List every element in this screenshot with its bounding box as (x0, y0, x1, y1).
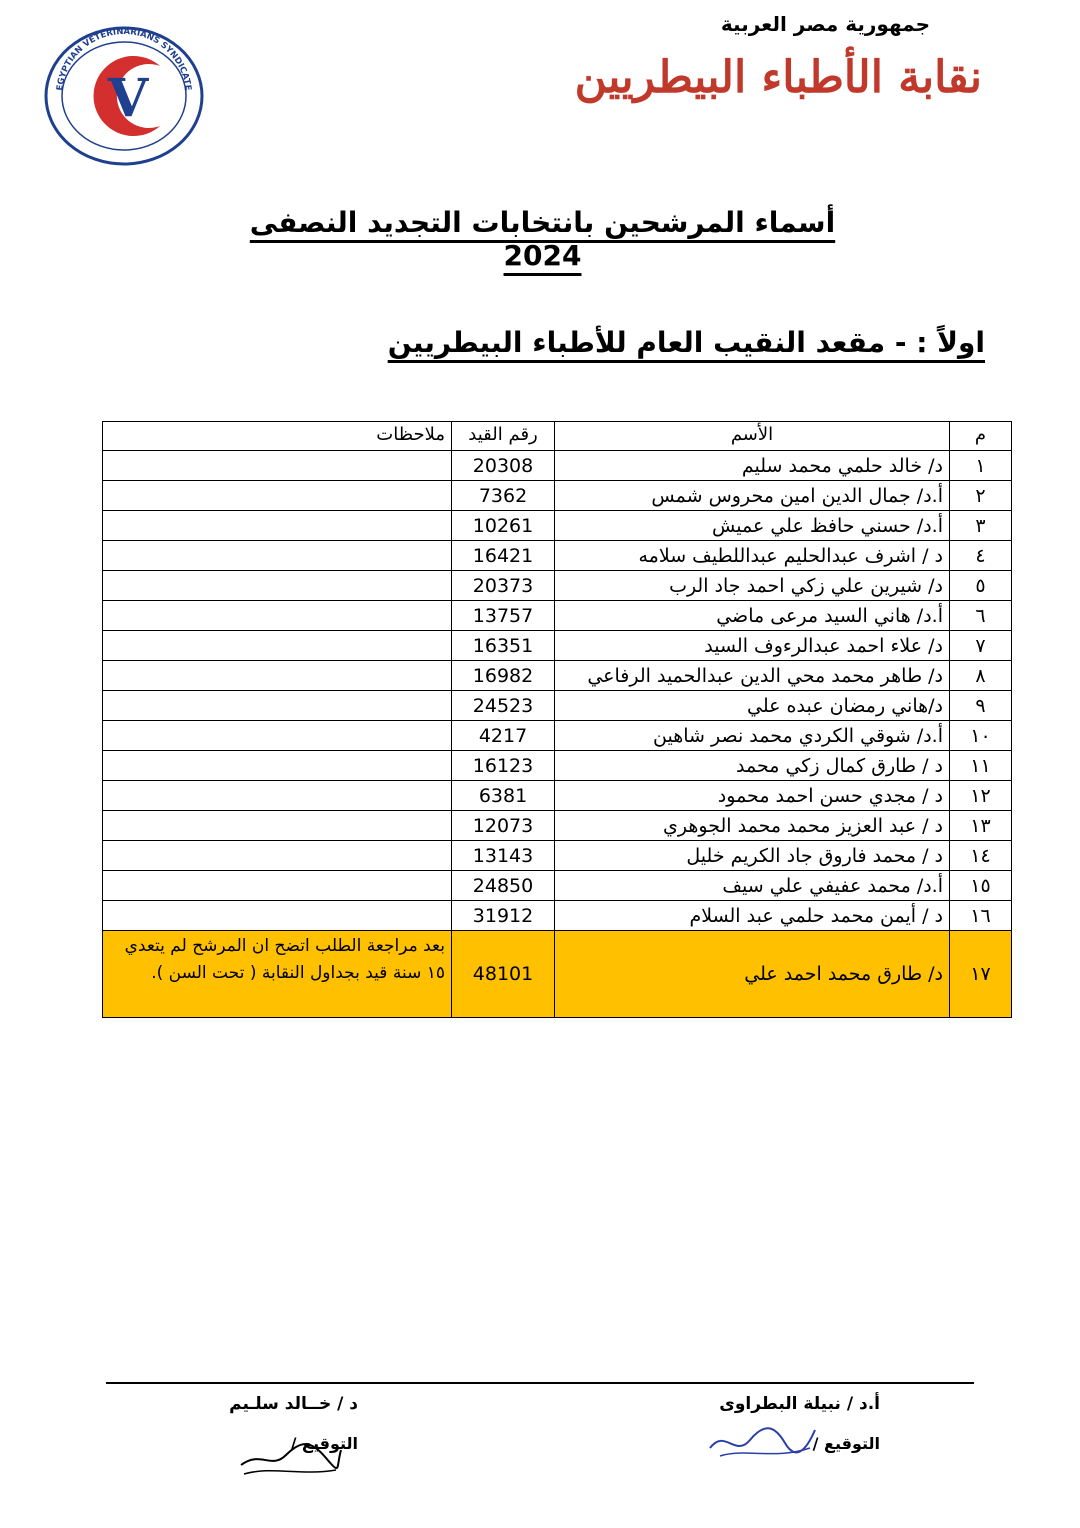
table-row (103, 841, 1012, 871)
table-row (103, 691, 1012, 721)
table-row (103, 571, 1012, 601)
row-number: ١٣ (950, 811, 1012, 841)
syndicate-logo (40, 18, 208, 168)
row-notes (103, 841, 452, 871)
row-number: ١ (950, 451, 1012, 481)
row-number: ١٢ (950, 781, 1012, 811)
candidate-name: د/ علاء احمد عبدالرءوف السيد (555, 631, 950, 661)
table-row (103, 661, 1012, 691)
table-row (103, 901, 1012, 931)
candidate-name: د/هاني رمضان عبده علي (555, 691, 950, 721)
row-number: ٢ (950, 481, 1012, 511)
registration-number: 20373 (452, 571, 555, 601)
table-row (103, 481, 1012, 511)
registration-number: 4217 (452, 721, 555, 751)
registration-number: 16982 (452, 661, 555, 691)
candidate-name: د / طارق كمال زكي محمد (555, 751, 950, 781)
registration-number: 13757 (452, 601, 555, 631)
handwritten-signature-right (705, 1418, 820, 1463)
row-notes: بعد مراجعة الطلب اتضح ان المرشح لم يتعدي ١٥ سنة قيد بجداول النقابة ( تحت السن ). (103, 931, 452, 1018)
registration-number: 24850 (452, 871, 555, 901)
registration-number: 16351 (452, 631, 555, 661)
candidate-name: د / محمد فاروق جاد الكريم خليل (555, 841, 950, 871)
row-number: ١٤ (950, 841, 1012, 871)
table-row (103, 451, 1012, 481)
registration-number: 7362 (452, 481, 555, 511)
row-notes (103, 811, 452, 841)
row-number: ٩ (950, 691, 1012, 721)
row-number: ٥ (950, 571, 1012, 601)
table-row (103, 751, 1012, 781)
row-number: ١٦ (950, 901, 1012, 931)
candidates-table (102, 421, 1012, 1018)
candidate-name: د / اشرف عبدالحليم عبداللطيف سلامه (555, 541, 950, 571)
signature-label: التوقيع / (812, 1434, 880, 1453)
row-number: ١٠ (950, 721, 1012, 751)
row-notes (103, 661, 452, 691)
candidate-name: د/ طاهر محمد محي الدين عبدالحميد الرفاعي (555, 661, 950, 691)
table-row (103, 511, 1012, 541)
signatory-name: أ.د / نبيلة البطراوى (719, 1394, 880, 1414)
row-notes (103, 871, 452, 901)
registration-number: 16421 (452, 541, 555, 571)
candidate-name: أ.د/ جمال الدين امين محروس شمس (555, 481, 950, 511)
registration-number: 16123 (452, 751, 555, 781)
syndicate-name: نقابة الأطباء البيطريين (574, 52, 982, 103)
candidate-name: أ.د/ هاني السيد مرعى ماضي (555, 601, 950, 631)
candidate-name: د/ طارق محمد احمد علي (555, 931, 950, 1018)
table-row (103, 871, 1012, 901)
row-number: ١١ (950, 751, 1012, 781)
country-name: جمهورية مصر العربية (720, 12, 930, 36)
registration-number: 6381 (452, 781, 555, 811)
registration-number: 12073 (452, 811, 555, 841)
row-notes (103, 781, 452, 811)
signature-divider (106, 1382, 974, 1384)
candidate-name: أ.د/ محمد عفيفي علي سيف (555, 871, 950, 901)
registration-number: 20308 (452, 451, 555, 481)
row-number: ٧ (950, 631, 1012, 661)
row-notes (103, 721, 452, 751)
handwritten-signature-left (236, 1430, 346, 1480)
row-notes (103, 451, 452, 481)
row-notes (103, 601, 452, 631)
row-number: ١٥ (950, 871, 1012, 901)
candidate-name: د/ خالد حلمي محمد سليم (555, 451, 950, 481)
signatory-name: د / خــالد سلـيم (229, 1394, 358, 1414)
candidate-name: د/ شيرين علي زكي احمد جاد الرب (555, 571, 950, 601)
row-number: ٣ (950, 511, 1012, 541)
table-row (103, 631, 1012, 661)
row-notes (103, 511, 452, 541)
row-notes (103, 481, 452, 511)
row-number: ٦ (950, 601, 1012, 631)
svg-text:EGYPTIAN VETERINARIANS SYNDICA: EGYPTIAN VETERINARIANS SYNDICATE (55, 26, 193, 92)
registration-number: 13143 (452, 841, 555, 871)
row-number: ١٧ (950, 931, 1012, 1018)
row-notes (103, 901, 452, 931)
document-title: أسماء المرشحين بانتخابات التجديد النصفى 2024 (249, 206, 836, 272)
header-notes: ملاحظات (103, 422, 452, 451)
row-number: ٨ (950, 661, 1012, 691)
row-notes (103, 631, 452, 661)
row-number: ٤ (950, 541, 1012, 571)
table-row (103, 811, 1012, 841)
header-reg: رقم القيد (452, 422, 555, 451)
row-notes (103, 571, 452, 601)
registration-number: 10261 (452, 511, 555, 541)
candidate-name: د / أيمن محمد حلمي عبد السلام (555, 901, 950, 931)
header-name: الأسم (555, 422, 950, 451)
row-notes (103, 541, 452, 571)
table-row (103, 721, 1012, 751)
candidate-name: أ.د/ حسني حافظ علي عميش (555, 511, 950, 541)
table-row-highlighted (103, 931, 1012, 1018)
table-row (103, 601, 1012, 631)
header-num: م (950, 422, 1012, 451)
svg-text:V: V (107, 68, 149, 129)
table-row (103, 541, 1012, 571)
registration-number: 48101 (452, 931, 555, 1018)
candidate-name: د / مجدي حسن احمد محمود (555, 781, 950, 811)
row-notes (103, 751, 452, 781)
candidate-name: د / عبد العزيز محمد محمد الجوهري (555, 811, 950, 841)
candidate-name: أ.د/ شوقي الكردي محمد نصر شاهين (555, 721, 950, 751)
table-row (103, 781, 1012, 811)
signature-label: التوقيع / (290, 1434, 358, 1453)
registration-number: 31912 (452, 901, 555, 931)
table-header-row (103, 422, 1012, 451)
registration-number: 24523 (452, 691, 555, 721)
section-title: اولاً : - مقعد النقيب العام للأطباء البيطريين (387, 326, 985, 359)
row-notes (103, 691, 452, 721)
